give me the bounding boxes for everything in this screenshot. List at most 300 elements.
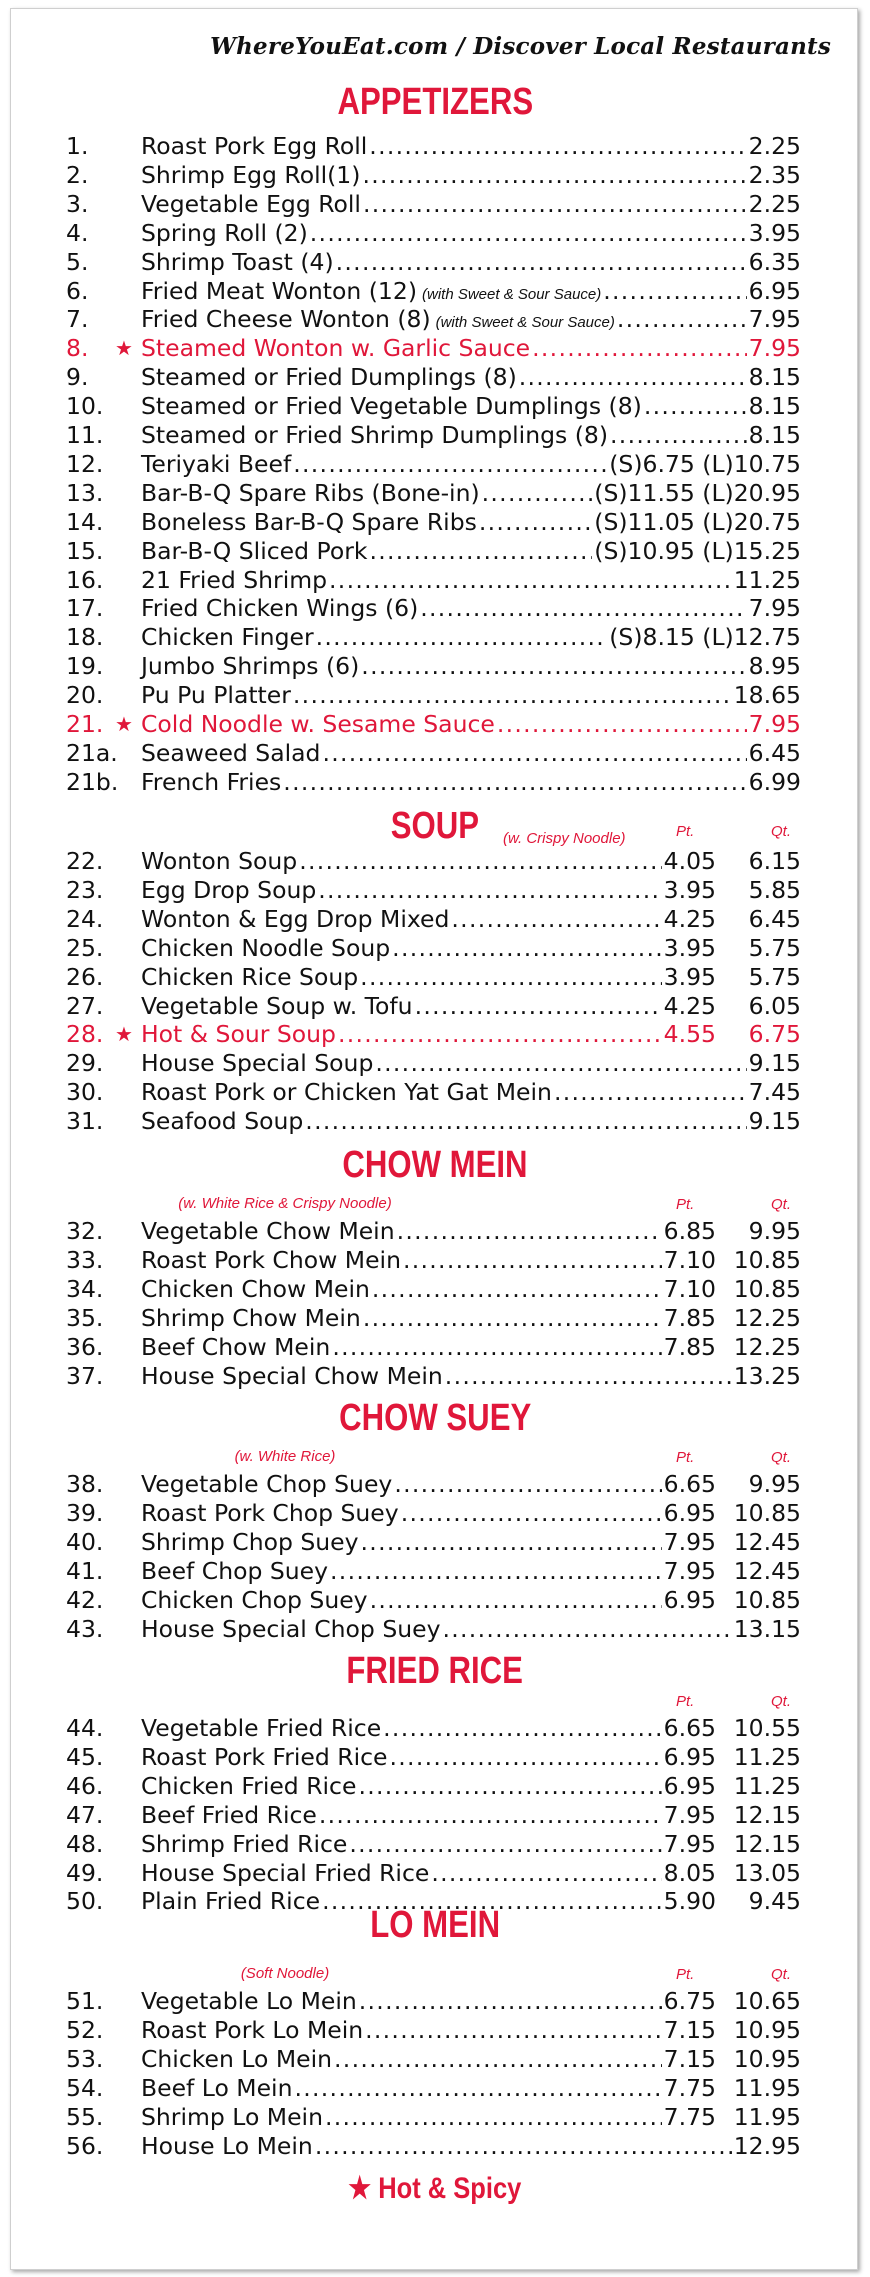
item-name: House Special Chow Mein bbox=[141, 1361, 443, 1390]
section-heading-soup bbox=[11, 807, 859, 845]
item-name: Fried Chicken Wings (6) bbox=[141, 594, 419, 623]
dot-leader bbox=[338, 1020, 662, 1049]
item-price-pint: 7.85 bbox=[663, 1332, 716, 1361]
dot-leader bbox=[305, 1107, 746, 1136]
item-name: Seaweed Salad bbox=[141, 738, 321, 767]
dot-leader bbox=[359, 1987, 662, 2016]
menu-item bbox=[11, 652, 859, 681]
section-heading-chow-suey bbox=[11, 1399, 859, 1437]
item-line bbox=[141, 508, 801, 537]
item-number: 24. bbox=[66, 904, 104, 933]
item-number: 31. bbox=[66, 1107, 104, 1136]
item-name: Bar-B-Q Spare Ribs (Bone-in) bbox=[141, 478, 480, 507]
item-name: Chicken Fried Rice bbox=[141, 1771, 357, 1800]
item-price-quart: 10.65 bbox=[733, 1987, 801, 2015]
item-number: 22. bbox=[66, 847, 104, 875]
item-price-pint: 3.95 bbox=[663, 933, 716, 962]
dot-leader bbox=[310, 219, 747, 248]
menu-item bbox=[11, 1470, 859, 1499]
menu-item bbox=[11, 2132, 859, 2161]
item-line bbox=[141, 1470, 716, 1499]
item-price: 13.25 bbox=[733, 1361, 801, 1390]
item-price-quart: 10.85 bbox=[733, 1498, 801, 1527]
item-line bbox=[141, 594, 801, 623]
item-price: 7.45 bbox=[748, 1078, 801, 1107]
item-price-pint: 3.95 bbox=[663, 962, 716, 991]
dot-leader bbox=[363, 1304, 662, 1333]
section-title: CHOW MEIN bbox=[342, 1144, 528, 1186]
item-number: 40. bbox=[66, 1527, 104, 1556]
item-number: 50. bbox=[66, 1887, 104, 1916]
dot-leader bbox=[372, 1275, 662, 1304]
item-price-pint: 7.85 bbox=[663, 1303, 716, 1332]
item-price: 7.95 bbox=[748, 594, 801, 623]
menu-item bbox=[11, 1107, 859, 1136]
item-name: Pu Pu Platter bbox=[141, 681, 291, 710]
dot-leader bbox=[319, 1801, 662, 1830]
item-number: 34. bbox=[66, 1274, 104, 1303]
item-price-quart: 5.75 bbox=[748, 933, 801, 962]
menu-item bbox=[11, 1275, 859, 1304]
item-price: (S)6.75 (L)10.75 bbox=[609, 449, 801, 478]
dot-leader bbox=[392, 934, 662, 963]
dot-leader bbox=[431, 1859, 661, 1888]
menu-item bbox=[11, 2045, 859, 2074]
item-name: Beef Chop Suey bbox=[141, 1556, 329, 1585]
item-price: 2.35 bbox=[748, 160, 801, 189]
menu-item bbox=[11, 963, 859, 992]
menu-item bbox=[11, 623, 859, 652]
dot-leader bbox=[420, 594, 746, 623]
menu-item bbox=[11, 1217, 859, 1246]
item-line bbox=[141, 963, 716, 992]
item-line bbox=[141, 847, 716, 876]
dot-leader bbox=[610, 421, 747, 450]
item-line bbox=[141, 450, 801, 479]
menu-item bbox=[11, 1557, 859, 1586]
dot-leader bbox=[532, 334, 747, 363]
dot-leader bbox=[293, 681, 732, 710]
menu-item bbox=[11, 305, 859, 334]
item-price-pint: 6.75 bbox=[663, 1987, 716, 2015]
item-line bbox=[141, 248, 801, 277]
pt-column-header: Pt. bbox=[676, 823, 695, 840]
section-heading-appetizers bbox=[11, 83, 859, 121]
pt-column-header: Pt. bbox=[676, 1449, 695, 1466]
dot-leader bbox=[293, 450, 607, 479]
item-price-quart: 6.15 bbox=[748, 847, 801, 875]
item-price-pint: 7.95 bbox=[663, 1800, 716, 1829]
legend-label: Hot & Spicy bbox=[378, 2172, 522, 2205]
section-title: SOUP bbox=[390, 805, 480, 847]
item-price-pint: 6.65 bbox=[663, 1470, 716, 1498]
menu-item bbox=[11, 1714, 859, 1743]
item-price-quart: 13.05 bbox=[733, 1858, 801, 1887]
item-number: 52. bbox=[66, 2015, 104, 2044]
item-number: 5. bbox=[66, 247, 89, 276]
item-name: Vegetable Fried Rice bbox=[141, 1714, 382, 1742]
item-number: 51. bbox=[66, 1987, 104, 2015]
menu-item bbox=[11, 1246, 859, 1275]
item-number: 1. bbox=[66, 132, 89, 160]
star-icon: ★ bbox=[115, 1022, 133, 1047]
item-number: 19. bbox=[66, 652, 104, 681]
item-name: Vegetable Lo Mein bbox=[141, 1987, 357, 2015]
section-title: CHOW SUEY bbox=[338, 1397, 532, 1439]
item-name: Beef Lo Mein bbox=[141, 2073, 293, 2102]
qt-column-header: Qt. bbox=[771, 823, 792, 840]
item-price-pint: 4.55 bbox=[663, 1020, 716, 1049]
item-name: Vegetable Chow Mein bbox=[141, 1217, 395, 1245]
item-price-pint: 7.75 bbox=[663, 2073, 716, 2102]
item-number: 37. bbox=[66, 1361, 104, 1390]
menu-item bbox=[11, 768, 859, 797]
item-price: 6.95 bbox=[748, 276, 801, 305]
dot-leader bbox=[451, 905, 661, 934]
item-name: Chicken Chow Mein bbox=[141, 1274, 370, 1303]
menu-item bbox=[11, 739, 859, 768]
item-line bbox=[141, 334, 801, 363]
item-line bbox=[141, 1333, 716, 1362]
item-line bbox=[141, 566, 801, 595]
item-number: 54. bbox=[66, 2073, 104, 2102]
item-price-pint: 6.95 bbox=[663, 1585, 716, 1614]
item-name: Jumbo Shrimps (6) bbox=[141, 652, 360, 681]
item-price-quart: 12.45 bbox=[733, 1527, 801, 1556]
menu-item bbox=[11, 876, 859, 905]
item-line bbox=[141, 768, 801, 797]
menu-item bbox=[11, 1830, 859, 1859]
item-price: 2.25 bbox=[748, 189, 801, 218]
item-line bbox=[141, 1499, 716, 1528]
item-number: 56. bbox=[66, 2131, 104, 2160]
dot-leader bbox=[375, 1049, 746, 1078]
item-line bbox=[141, 739, 801, 768]
item-number: 39. bbox=[66, 1498, 104, 1527]
dot-leader bbox=[336, 248, 747, 277]
dot-leader bbox=[316, 623, 608, 652]
menu-item bbox=[11, 594, 859, 623]
dot-leader bbox=[349, 1830, 661, 1859]
qt-column-header: Qt. bbox=[771, 1966, 792, 1983]
pt-column-header: Pt. bbox=[676, 1693, 695, 1710]
dot-leader bbox=[401, 1499, 662, 1528]
item-price-quart: 11.95 bbox=[733, 2073, 801, 2102]
item-name: Steamed or Fried Dumplings (8) bbox=[141, 363, 517, 392]
item-number: 23. bbox=[66, 875, 104, 904]
item-price: 8.15 bbox=[748, 363, 801, 392]
item-line bbox=[141, 392, 801, 421]
item-line bbox=[141, 1275, 716, 1304]
item-number: 30. bbox=[66, 1078, 104, 1107]
item-number: 53. bbox=[66, 2044, 104, 2073]
dot-leader bbox=[445, 1362, 732, 1391]
item-line bbox=[141, 363, 801, 392]
item-line bbox=[141, 1801, 716, 1830]
dot-leader bbox=[365, 2016, 662, 2045]
item-number: 2. bbox=[66, 160, 89, 189]
item-name: Chicken Lo Mein bbox=[141, 2044, 333, 2073]
item-price-quart: 11.95 bbox=[733, 2102, 801, 2131]
item-name: Chicken Finger bbox=[141, 623, 314, 652]
dot-leader bbox=[361, 652, 746, 681]
item-price-pint: 6.65 bbox=[663, 1714, 716, 1742]
item-number: 49. bbox=[66, 1858, 104, 1887]
item-number: 3. bbox=[66, 189, 89, 218]
menu-item bbox=[11, 161, 859, 190]
item-line bbox=[141, 934, 716, 963]
item-name: Beef Fried Rice bbox=[141, 1800, 317, 1829]
item-line bbox=[141, 1049, 801, 1078]
section-heading-fried-rice bbox=[11, 1652, 859, 1690]
item-name: Roast Pork Chow Mein bbox=[141, 1245, 401, 1274]
menu-item bbox=[11, 934, 859, 963]
item-name: Roast Pork Chop Suey bbox=[141, 1498, 399, 1527]
item-line bbox=[141, 1362, 801, 1391]
item-price-pint: 7.95 bbox=[663, 1556, 716, 1585]
item-price-quart: 5.75 bbox=[748, 962, 801, 991]
item-price-quart: 10.85 bbox=[733, 1245, 801, 1274]
dot-leader bbox=[329, 566, 732, 595]
item-number: 42. bbox=[66, 1585, 104, 1614]
menu-item bbox=[11, 1049, 859, 1078]
section-heading-lo-mein bbox=[11, 1906, 859, 1944]
item-name: Fried Cheese Wonton (8) bbox=[141, 305, 431, 334]
item-line bbox=[141, 2132, 801, 2161]
qt-column-header: Qt. bbox=[771, 1196, 792, 1213]
item-price: 7.95 bbox=[748, 710, 801, 738]
dot-leader bbox=[554, 1078, 747, 1107]
item-number: 38. bbox=[66, 1470, 104, 1498]
item-line bbox=[141, 277, 801, 309]
item-line bbox=[141, 1615, 801, 1644]
item-name: House Special Chop Suey bbox=[141, 1614, 441, 1643]
item-price-quart: 11.25 bbox=[733, 1742, 801, 1771]
item-number: 8. bbox=[66, 334, 89, 363]
section-title: LO MEIN bbox=[370, 1904, 500, 1946]
item-name: Shrimp Egg Roll(1) bbox=[141, 160, 361, 189]
item-price: (S)10.95 (L)15.25 bbox=[594, 536, 801, 565]
item-price-quart: 9.45 bbox=[748, 1887, 801, 1916]
item-line bbox=[141, 1743, 716, 1772]
item-line bbox=[141, 1557, 716, 1586]
item-price-quart: 5.85 bbox=[748, 875, 801, 904]
item-price-pint: 6.95 bbox=[663, 1771, 716, 1800]
dot-leader bbox=[363, 190, 747, 219]
item-price: 6.99 bbox=[748, 767, 801, 796]
dot-leader bbox=[361, 1528, 662, 1557]
item-line bbox=[141, 2045, 716, 2074]
dot-leader bbox=[318, 876, 661, 905]
item-line bbox=[141, 1107, 801, 1136]
item-line bbox=[141, 1246, 716, 1275]
dot-leader bbox=[369, 537, 592, 566]
item-price: (S)11.05 (L)20.75 bbox=[594, 507, 801, 536]
menu-item bbox=[11, 681, 859, 710]
dot-leader bbox=[325, 2103, 662, 2132]
item-number: 13. bbox=[66, 478, 104, 507]
menu-item bbox=[11, 1615, 859, 1644]
item-number: 21a. bbox=[66, 738, 118, 767]
item-number: 17. bbox=[66, 594, 104, 623]
item-price-pint: 4.25 bbox=[663, 991, 716, 1020]
menu-item bbox=[11, 190, 859, 219]
star-icon: ★ bbox=[115, 336, 133, 361]
menu-item bbox=[11, 392, 859, 421]
item-number: 28. bbox=[66, 1020, 104, 1049]
menu-item bbox=[11, 992, 859, 1021]
item-price: (S)11.55 (L)20.95 bbox=[594, 478, 801, 507]
item-note: (with Sweet & Sour Sauce) bbox=[435, 314, 615, 332]
item-number: 33. bbox=[66, 1245, 104, 1274]
item-price-quart: 10.85 bbox=[733, 1585, 801, 1614]
dot-leader bbox=[443, 1615, 732, 1644]
item-name: Fried Meat Wonton (12) bbox=[141, 276, 417, 305]
dot-leader bbox=[390, 1743, 662, 1772]
item-price: 13.15 bbox=[733, 1614, 801, 1643]
section-subnote: (w. White Rice & Crispy Noodle) bbox=[178, 1195, 392, 1212]
dot-leader bbox=[332, 1333, 661, 1362]
item-price-pint: 7.10 bbox=[663, 1245, 716, 1274]
item-name: Cold Noodle w. Sesame Sauce bbox=[141, 710, 495, 738]
item-name: Roast Pork Egg Roll bbox=[141, 132, 368, 160]
item-line bbox=[141, 1020, 716, 1049]
section-heading-chow-mein bbox=[11, 1146, 859, 1184]
item-price: 7.95 bbox=[748, 334, 801, 363]
item-price-pint: 7.10 bbox=[663, 1274, 716, 1303]
menu-item bbox=[11, 421, 859, 450]
menu-item bbox=[11, 479, 859, 508]
dot-leader bbox=[330, 1557, 662, 1586]
item-price-quart: 6.45 bbox=[748, 904, 801, 933]
item-name: Shrimp Chop Suey bbox=[141, 1527, 359, 1556]
dot-leader bbox=[617, 305, 747, 334]
dot-leader bbox=[644, 392, 747, 421]
item-price-quart: 10.95 bbox=[733, 2015, 801, 2044]
item-line bbox=[141, 161, 801, 190]
item-line bbox=[141, 132, 801, 161]
item-name: Vegetable Chop Suey bbox=[141, 1470, 393, 1498]
dot-leader bbox=[403, 1246, 662, 1275]
item-number: 25. bbox=[66, 933, 104, 962]
item-name: Shrimp Chow Mein bbox=[141, 1303, 361, 1332]
item-line bbox=[141, 681, 801, 710]
item-name: Egg Drop Soup bbox=[141, 875, 317, 904]
item-price-pint: 6.85 bbox=[663, 1217, 716, 1245]
dot-leader bbox=[603, 277, 746, 306]
item-name: Roast Pork Fried Rice bbox=[141, 1742, 388, 1771]
item-name: Bar-B-Q Sliced Pork bbox=[141, 536, 368, 565]
item-number: 21b. bbox=[66, 767, 119, 796]
item-number: 45. bbox=[66, 1742, 104, 1771]
item-price-pint: 4.25 bbox=[663, 904, 716, 933]
item-line bbox=[141, 905, 716, 934]
menu-item bbox=[11, 1304, 859, 1333]
item-price-pint: 7.75 bbox=[663, 2102, 716, 2131]
item-line bbox=[141, 1078, 801, 1107]
item-line bbox=[141, 190, 801, 219]
menu-item bbox=[11, 277, 859, 306]
item-price: 6.45 bbox=[748, 738, 801, 767]
item-price: 8.15 bbox=[748, 392, 801, 421]
item-number: 21. bbox=[66, 710, 104, 738]
dot-leader bbox=[369, 132, 746, 161]
item-price: 6.35 bbox=[748, 247, 801, 276]
menu-item bbox=[11, 2074, 859, 2103]
item-name: Chicken Chop Suey bbox=[141, 1585, 368, 1614]
site-banner: WhereYouEat.com / Discover Local Restaurants bbox=[210, 33, 831, 60]
item-price: (S)8.15 (L)12.75 bbox=[609, 623, 801, 652]
pt-column-header: Pt. bbox=[676, 1966, 695, 1983]
item-number: 29. bbox=[66, 1049, 104, 1078]
item-price-quart: 12.25 bbox=[733, 1332, 801, 1361]
hot-spicy-legend bbox=[11, 2171, 859, 2206]
item-line bbox=[141, 1859, 716, 1888]
item-number: 12. bbox=[66, 449, 104, 478]
item-price-quart: 12.15 bbox=[733, 1800, 801, 1829]
item-price-pint: 8.05 bbox=[663, 1858, 716, 1887]
item-name: Seafood Soup bbox=[141, 1107, 304, 1136]
item-line bbox=[141, 1528, 716, 1557]
menu-item bbox=[11, 450, 859, 479]
item-price-pint: 5.90 bbox=[663, 1887, 716, 1916]
item-price: 12.95 bbox=[733, 2131, 801, 2160]
item-number: 18. bbox=[66, 623, 104, 652]
item-name: Vegetable Soup w. Tofu bbox=[141, 991, 413, 1020]
item-number: 14. bbox=[66, 507, 104, 536]
dot-leader bbox=[397, 1217, 662, 1246]
item-note: (with Sweet & Sour Sauce) bbox=[422, 285, 602, 303]
dot-leader bbox=[519, 363, 747, 392]
menu-item bbox=[11, 1743, 859, 1772]
item-name: Plain Fried Rice bbox=[141, 1887, 321, 1916]
item-price-quart: 12.15 bbox=[733, 1829, 801, 1858]
item-name: Steamed or Fried Shrimp Dumplings (8) bbox=[141, 421, 609, 449]
dot-leader bbox=[415, 992, 662, 1021]
item-line bbox=[141, 1830, 716, 1859]
item-line bbox=[141, 710, 801, 739]
menu-item bbox=[11, 219, 859, 248]
item-number: 11. bbox=[66, 421, 104, 449]
item-number: 6. bbox=[66, 276, 89, 305]
item-line bbox=[141, 1772, 716, 1801]
item-price-quart: 6.05 bbox=[748, 991, 801, 1020]
item-name: Chicken Rice Soup bbox=[141, 962, 359, 991]
section-note: (w. Crispy Noodle) bbox=[503, 830, 626, 847]
item-price-pint: 7.15 bbox=[663, 2044, 716, 2073]
menu-item bbox=[11, 334, 859, 363]
item-price: 11.25 bbox=[733, 565, 801, 594]
item-number: 35. bbox=[66, 1303, 104, 1332]
item-number: 41. bbox=[66, 1556, 104, 1585]
item-line bbox=[141, 219, 801, 248]
item-line bbox=[141, 652, 801, 681]
menu-item bbox=[11, 508, 859, 537]
item-line bbox=[141, 992, 716, 1021]
pt-column-header: Pt. bbox=[676, 1196, 695, 1213]
item-name: House Special Soup bbox=[141, 1049, 374, 1078]
item-line bbox=[141, 1586, 716, 1615]
menu-item bbox=[11, 1772, 859, 1801]
menu-item bbox=[11, 1859, 859, 1888]
item-price-pint: 4.05 bbox=[663, 847, 716, 875]
section-title: APPETIZERS bbox=[337, 81, 533, 123]
item-name: Spring Roll (2) bbox=[141, 218, 308, 247]
item-name: Shrimp Fried Rice bbox=[141, 1829, 348, 1858]
item-price-pint: 6.95 bbox=[663, 1498, 716, 1527]
item-number: 55. bbox=[66, 2102, 104, 2131]
menu-item bbox=[11, 1362, 859, 1391]
